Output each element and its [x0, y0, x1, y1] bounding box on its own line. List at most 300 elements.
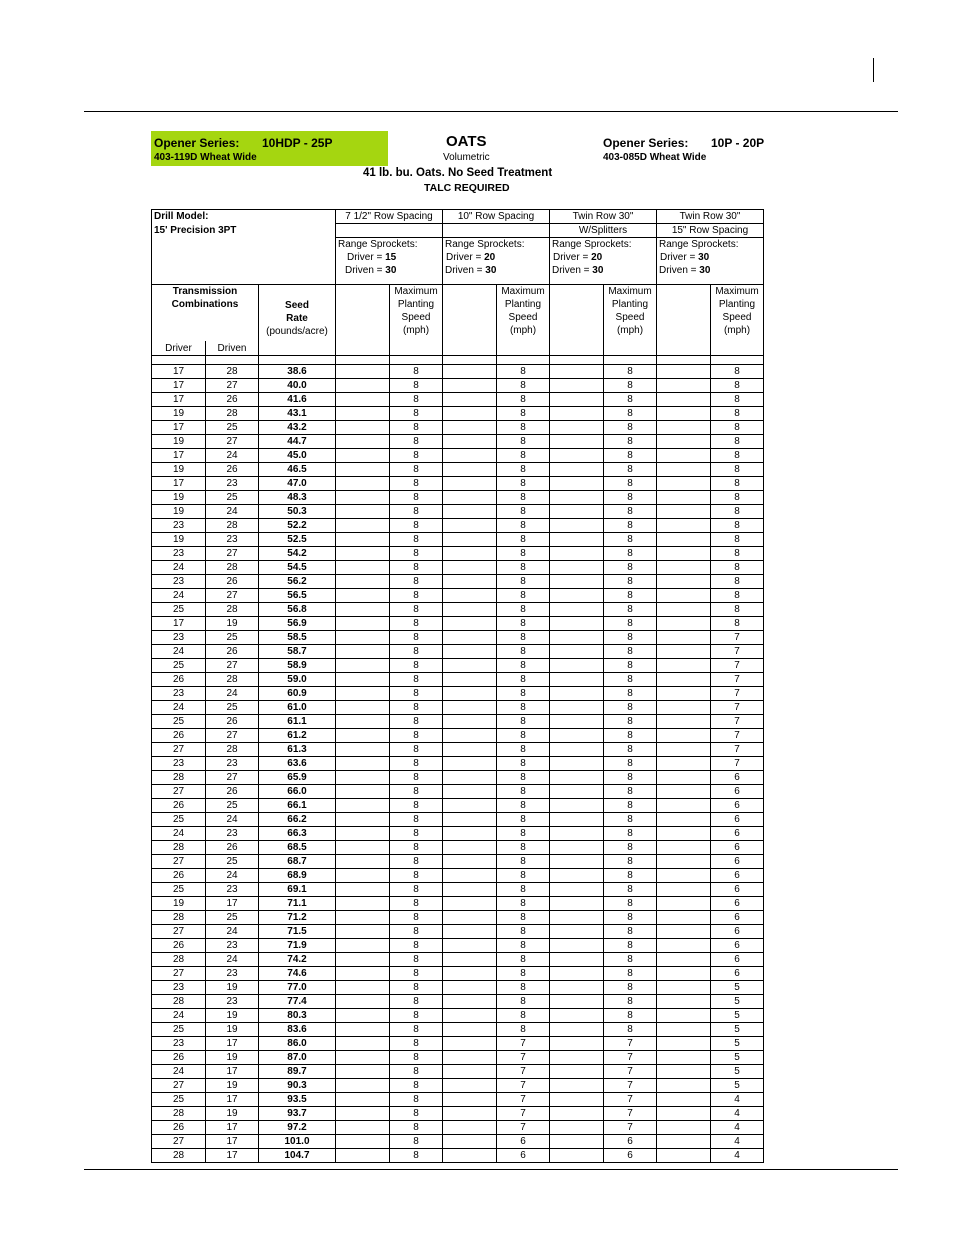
talc-note: TALC REQUIRED: [424, 182, 510, 194]
max-speed-cell: 8: [497, 1023, 550, 1037]
max-speed-cell: 8: [390, 855, 443, 869]
opener-series-right-model: 10P - 20P: [711, 136, 765, 150]
seed-rate-cell: 38.6: [259, 365, 336, 379]
driver-cell: 27: [152, 785, 206, 799]
max-speed-cell: 8: [497, 561, 550, 575]
table-row: [152, 939, 764, 953]
speed-header-line: Maximum: [715, 286, 759, 297]
table-row: [152, 995, 764, 1009]
driven-cell: 17: [206, 1121, 259, 1135]
max-speed-cell: 8: [390, 365, 443, 379]
max-speed-cell: 7: [711, 645, 764, 659]
max-speed-cell: 8: [497, 953, 550, 967]
speed-blank-cell: [657, 1135, 711, 1149]
max-speed-cell: 7: [604, 1121, 657, 1135]
max-speed-cell: 8: [390, 701, 443, 715]
speed-blank-cell: [443, 897, 497, 911]
speed-blank-cell: [336, 953, 390, 967]
driver-cell: 25: [152, 1093, 206, 1107]
driven-cell: 23: [206, 883, 259, 897]
speed-blank-cell: [336, 1093, 390, 1107]
max-speed-cell: 8: [390, 631, 443, 645]
driver-cell: 24: [152, 561, 206, 575]
driver-cell: 17: [152, 477, 206, 491]
max-speed-cell: 5: [711, 995, 764, 1009]
speed-blank-cell: [336, 631, 390, 645]
table-row: [152, 813, 764, 827]
table-row: [152, 1037, 764, 1051]
max-speed-cell: 8: [390, 841, 443, 855]
speed-blank-cell: [657, 953, 711, 967]
max-speed-cell: 4: [711, 1107, 764, 1121]
table-row: [152, 1121, 764, 1135]
max-speed-cell: 8: [604, 771, 657, 785]
driver-column-header: Driver: [152, 341, 206, 356]
speed-blank-cell: [657, 561, 711, 575]
spacing-1-title: 7 1/2" Row Spacing: [336, 210, 443, 224]
speed-blank-cell: [657, 925, 711, 939]
max-speed-cell: 8: [604, 477, 657, 491]
max-speed-cell: 8: [497, 771, 550, 785]
max-speed-cell: 8: [390, 827, 443, 841]
seed-rate-cell: 60.9: [259, 687, 336, 701]
speed-blank-cell: [657, 659, 711, 673]
max-speed-cell: 8: [497, 673, 550, 687]
driver-cell: 17: [152, 449, 206, 463]
driven-value: 30: [485, 265, 497, 276]
max-speed-cell: 8: [390, 603, 443, 617]
speed-blank-cell: [336, 421, 390, 435]
max-speed-cell: 8: [390, 1023, 443, 1037]
driver-cell: 19: [152, 407, 206, 421]
table-row: [152, 771, 764, 785]
driver-cell: 24: [152, 1065, 206, 1079]
speed-blank-cell: [443, 939, 497, 953]
max-speed-cell: 8: [497, 435, 550, 449]
opener-series-left-model: 10HDP - 25P: [262, 136, 333, 150]
table-row: [152, 421, 764, 435]
max-speed-cell: 8: [390, 1079, 443, 1093]
speed-blank-cell: [657, 1037, 711, 1051]
max-speed-cell: 8: [390, 491, 443, 505]
driver-cell: 28: [152, 995, 206, 1009]
max-speed-cell: 8: [711, 393, 764, 407]
max-speed-cell: 8: [390, 505, 443, 519]
max-speed-cell: 8: [604, 491, 657, 505]
max-speed-cell: 8: [497, 617, 550, 631]
seed-rate-cell: 58.9: [259, 659, 336, 673]
seed-rate-cell: 61.0: [259, 701, 336, 715]
spacing-3-subtitle: W/Splitters: [550, 224, 657, 238]
table-row: [152, 1065, 764, 1079]
max-speed-cell: 6: [711, 953, 764, 967]
spacing-3-driven: [550, 264, 657, 277]
speed-blank-cell: [657, 701, 711, 715]
driver-cell: 28: [152, 1149, 206, 1163]
driver-label: Driver =: [660, 252, 699, 263]
max-speed-cell: 8: [604, 967, 657, 981]
max-speed-cell: 8: [604, 435, 657, 449]
speed-blank-cell: [443, 799, 497, 813]
max-speed-cell: 8: [390, 673, 443, 687]
max-speed-cell: 6: [711, 827, 764, 841]
driven-cell: 26: [206, 841, 259, 855]
speed-blank-cell: [443, 407, 497, 421]
driven-cell: 17: [206, 1093, 259, 1107]
seed-rate-cell: 97.2: [259, 1121, 336, 1135]
driven-cell: 26: [206, 715, 259, 729]
max-speed-cell: 8: [497, 841, 550, 855]
speed-header-line: Maximum: [608, 286, 652, 297]
speed-blank-cell: [550, 813, 604, 827]
speed-blank-cell: [336, 729, 390, 743]
speed-blank-cell: [657, 435, 711, 449]
max-speed-cell: 8: [390, 435, 443, 449]
speed-blank-cell: [550, 1037, 604, 1051]
speed-blank-cell: [336, 743, 390, 757]
table-row: [152, 841, 764, 855]
table-row: [152, 1009, 764, 1023]
speed-blank-cell: [336, 1079, 390, 1093]
max-speed-cell: 8: [497, 631, 550, 645]
speed-blank-cell: [336, 869, 390, 883]
speed-blank-cell: [550, 729, 604, 743]
table-row: [152, 1107, 764, 1121]
max-speed-cell: 8: [497, 729, 550, 743]
speed-blank-cell: [657, 1023, 711, 1037]
seed-rate-cell: 56.5: [259, 589, 336, 603]
speed-blank-cell: [550, 1051, 604, 1065]
driver-value: 30: [698, 252, 710, 263]
max-speed-cell: 8: [390, 1149, 443, 1163]
max-speed-cell: 8: [390, 799, 443, 813]
max-speed-cell: 8: [604, 869, 657, 883]
speed-blank-cell: [443, 855, 497, 869]
max-speed-cell: 8: [711, 477, 764, 491]
driver-cell: 25: [152, 715, 206, 729]
max-speed-cell: 8: [390, 1037, 443, 1051]
speed-blank-cell: [336, 939, 390, 953]
table-row: [152, 379, 764, 393]
max-speed-cell: 8: [390, 617, 443, 631]
speed-blank-cell: [550, 1135, 604, 1149]
opener-series-left-label: Opener Series:: [154, 136, 240, 150]
speed-blank-cell: [443, 953, 497, 967]
max-speed-cell: 8: [390, 715, 443, 729]
seed-rate-cell: 69.1: [259, 883, 336, 897]
table-row: [152, 1149, 764, 1163]
max-speed-cell: 8: [497, 393, 550, 407]
speed-blank-cell: [550, 743, 604, 757]
max-speed-cell: 8: [604, 743, 657, 757]
max-speed-cell: 8: [497, 883, 550, 897]
speed-blank-cell: [336, 519, 390, 533]
driven-cell: 28: [206, 673, 259, 687]
speed-header-line: Maximum: [394, 286, 438, 297]
max-speed-cell: 5: [711, 1009, 764, 1023]
speed-blank-cell: [550, 421, 604, 435]
table-row: [152, 869, 764, 883]
max-speed-cell: 8: [711, 491, 764, 505]
speed-blank-cell: [443, 1107, 497, 1121]
speed-blank-cell: [550, 1093, 604, 1107]
speed-blank-cell: [657, 967, 711, 981]
blank-row: [152, 356, 764, 365]
table-row: [152, 883, 764, 897]
speed-header-line: Maximum: [501, 286, 545, 297]
speed-blank-cell: [443, 883, 497, 897]
driven-cell: 28: [206, 519, 259, 533]
speed-blank-cell: [657, 575, 711, 589]
driven-cell: 27: [206, 771, 259, 785]
speed-header-line: Planting: [504, 299, 542, 310]
speed-blank-cell: [443, 1149, 497, 1163]
speed-blank-cell: [336, 491, 390, 505]
seed-rate-cell: 87.0: [259, 1051, 336, 1065]
speed-blank-cell: [657, 1051, 711, 1065]
max-speed-cell: 8: [390, 421, 443, 435]
max-speed-cell: 8: [604, 813, 657, 827]
driver-cell: 24: [152, 589, 206, 603]
seed-description: 41 lb. bu. Oats. No Seed Treatment: [363, 167, 553, 179]
max-speed-cell: 8: [390, 785, 443, 799]
max-speed-cell: 8: [497, 827, 550, 841]
table-row: [152, 505, 764, 519]
speed-blank-cell: [443, 1135, 497, 1149]
spacing-3-range: Range Sprockets:: [550, 238, 657, 252]
speed-blank-cell: [657, 589, 711, 603]
driven-cell: 19: [206, 617, 259, 631]
speed-blank-cell: [657, 673, 711, 687]
max-speed-cell: 6: [711, 869, 764, 883]
speed-blank-cell: [550, 617, 604, 631]
seed-rate-cell: 66.3: [259, 827, 336, 841]
seed-rate-cell: 58.7: [259, 645, 336, 659]
max-speed-cell: 8: [390, 897, 443, 911]
speed-blank-cell: [336, 505, 390, 519]
max-speed-cell: 5: [711, 1051, 764, 1065]
speed-blank-cell: [657, 799, 711, 813]
driven-cell: 19: [206, 1023, 259, 1037]
table-row: [152, 575, 764, 589]
seed-rate-cell: 56.9: [259, 617, 336, 631]
speed-blank-cell: [657, 715, 711, 729]
seed-rate-cell: 68.5: [259, 841, 336, 855]
max-speed-cell: 8: [604, 729, 657, 743]
max-speed-cell: 7: [711, 729, 764, 743]
speed-blank-cell: [550, 855, 604, 869]
max-speed-cell: 8: [604, 799, 657, 813]
speed-blank-cell: [336, 785, 390, 799]
seed-header-line-2: Rate: [286, 313, 308, 324]
speed-blank-cell: [657, 939, 711, 953]
spacing-4-driven: [657, 264, 764, 277]
speed-blank-cell: [443, 729, 497, 743]
driver-cell: 27: [152, 743, 206, 757]
speed-blank-cell: [550, 953, 604, 967]
driver-cell: 17: [152, 365, 206, 379]
driven-cell: 27: [206, 659, 259, 673]
driven-cell: 27: [206, 589, 259, 603]
speed-blank-cell: [657, 729, 711, 743]
max-speed-cell: 6: [711, 911, 764, 925]
speed-blank-cell: [443, 673, 497, 687]
speed-blank-cell: [336, 1023, 390, 1037]
method-label: Volumetric: [443, 152, 490, 163]
max-speed-cell: 8: [711, 449, 764, 463]
driver-cell: 28: [152, 841, 206, 855]
max-speed-cell: 8: [711, 435, 764, 449]
driver-label: Driver =: [553, 252, 592, 263]
max-speed-cell: 8: [604, 659, 657, 673]
speed-3-blank: [550, 285, 604, 356]
speed-blank-cell: [550, 869, 604, 883]
driver-cell: 23: [152, 547, 206, 561]
max-speed-cell: 8: [390, 883, 443, 897]
driven-cell: 23: [206, 533, 259, 547]
max-speed-cell: 8: [604, 757, 657, 771]
max-speed-cell: 8: [390, 1093, 443, 1107]
table-row: [152, 827, 764, 841]
max-speed-cell: 6: [604, 1135, 657, 1149]
table-row: [152, 1079, 764, 1093]
spacing-2-spacer: [443, 277, 550, 285]
speed-header-line: (mph): [616, 325, 644, 336]
speed-blank-cell: [550, 365, 604, 379]
drill-model-value: 15' Precision 3PT: [154, 225, 237, 236]
speed-blank-cell: [443, 659, 497, 673]
seed-rate-cell: 56.2: [259, 575, 336, 589]
max-speed-cell: 8: [604, 463, 657, 477]
speed-blank-cell: [550, 1009, 604, 1023]
driven-cell: 26: [206, 645, 259, 659]
speed-blank-cell: [657, 617, 711, 631]
driver-cell: 24: [152, 827, 206, 841]
driver-cell: 23: [152, 687, 206, 701]
max-speed-cell: 8: [497, 799, 550, 813]
speed-blank-cell: [336, 897, 390, 911]
driven-cell: 24: [206, 953, 259, 967]
max-speed-cell: 8: [604, 533, 657, 547]
speed-blank-cell: [443, 1065, 497, 1079]
max-speed-cell: 8: [390, 687, 443, 701]
speed-blank-cell: [443, 603, 497, 617]
seed-rate-cell: 71.1: [259, 897, 336, 911]
spacing-4-range: Range Sprockets:: [657, 238, 764, 252]
data-rows: [152, 356, 764, 1163]
speed-blank-cell: [443, 813, 497, 827]
driver-cell: 26: [152, 673, 206, 687]
max-speed-cell: 7: [497, 1121, 550, 1135]
speed-blank-cell: [657, 421, 711, 435]
speed-blank-cell: [443, 617, 497, 631]
table-row: [152, 463, 764, 477]
driver-cell: 24: [152, 1009, 206, 1023]
max-speed-cell: 6: [711, 925, 764, 939]
driven-cell: 25: [206, 855, 259, 869]
table-row: [152, 967, 764, 981]
driver-cell: 26: [152, 729, 206, 743]
driven-cell: 17: [206, 1135, 259, 1149]
max-speed-cell: 8: [604, 407, 657, 421]
table-row: [152, 645, 764, 659]
driven-label: Driven =: [552, 265, 593, 276]
opener-series-right-part: 403-085D Wheat Wide: [603, 152, 707, 163]
seed-rate-cell: 77.0: [259, 981, 336, 995]
seed-rate-cell: 50.3: [259, 505, 336, 519]
speed-blank-cell: [443, 715, 497, 729]
table-row: [152, 617, 764, 631]
max-speed-cell: 8: [497, 869, 550, 883]
transmission-header-line-2: Combinations: [171, 299, 239, 310]
driven-cell: 27: [206, 729, 259, 743]
crop-title: OATS: [446, 133, 487, 150]
speed-blank-cell: [550, 911, 604, 925]
spacing-2-driven: [443, 264, 550, 277]
max-speed-cell: 8: [497, 687, 550, 701]
spacing-4-title: Twin Row 30": [657, 210, 764, 224]
spacing-1-spacer: [336, 277, 443, 285]
max-speed-cell: 8: [390, 1135, 443, 1149]
speed-blank-cell: [443, 1051, 497, 1065]
speed-header-line: (mph): [402, 325, 430, 336]
blank-cell: [443, 356, 497, 365]
max-speed-cell: 8: [604, 603, 657, 617]
max-speed-cell: 8: [497, 407, 550, 421]
drill-model-cell: [152, 210, 336, 285]
driver-cell: 26: [152, 799, 206, 813]
speed-blank-cell: [657, 645, 711, 659]
spacing-4-spacer: [657, 277, 764, 285]
blank-cell: [336, 356, 390, 365]
table-row: [152, 785, 764, 799]
seed-rate-cell: 86.0: [259, 1037, 336, 1051]
speed-blank-cell: [657, 463, 711, 477]
seed-rate-cell: 48.3: [259, 491, 336, 505]
speed-blank-cell: [550, 1065, 604, 1079]
driver-cell: 25: [152, 813, 206, 827]
max-speed-cell: 8: [390, 925, 443, 939]
driver-cell: 25: [152, 1023, 206, 1037]
speed-blank-cell: [443, 631, 497, 645]
table-row: [152, 547, 764, 561]
max-speed-cell: 7: [497, 1079, 550, 1093]
driven-cell: 25: [206, 799, 259, 813]
speed-blank-cell: [336, 687, 390, 701]
driven-cell: 26: [206, 785, 259, 799]
max-speed-cell: 7: [604, 1051, 657, 1065]
max-speed-cell: 6: [711, 967, 764, 981]
max-speed-cell: 7: [604, 1037, 657, 1051]
max-speed-cell: 8: [390, 379, 443, 393]
driven-cell: 23: [206, 939, 259, 953]
speed-blank-cell: [336, 617, 390, 631]
speed-blank-cell: [657, 855, 711, 869]
max-speed-cell: 8: [390, 967, 443, 981]
seed-rate-cell: 43.1: [259, 407, 336, 421]
driver-cell: 25: [152, 603, 206, 617]
speed-blank-cell: [443, 519, 497, 533]
speed-blank-cell: [657, 533, 711, 547]
seed-rate-cell: 93.7: [259, 1107, 336, 1121]
speed-blank-cell: [550, 827, 604, 841]
driver-cell: 19: [152, 505, 206, 519]
driver-cell: 23: [152, 631, 206, 645]
table-row: [152, 1135, 764, 1149]
max-speed-cell: 8: [604, 379, 657, 393]
speed-blank-cell: [336, 855, 390, 869]
max-speed-cell: 5: [711, 1023, 764, 1037]
